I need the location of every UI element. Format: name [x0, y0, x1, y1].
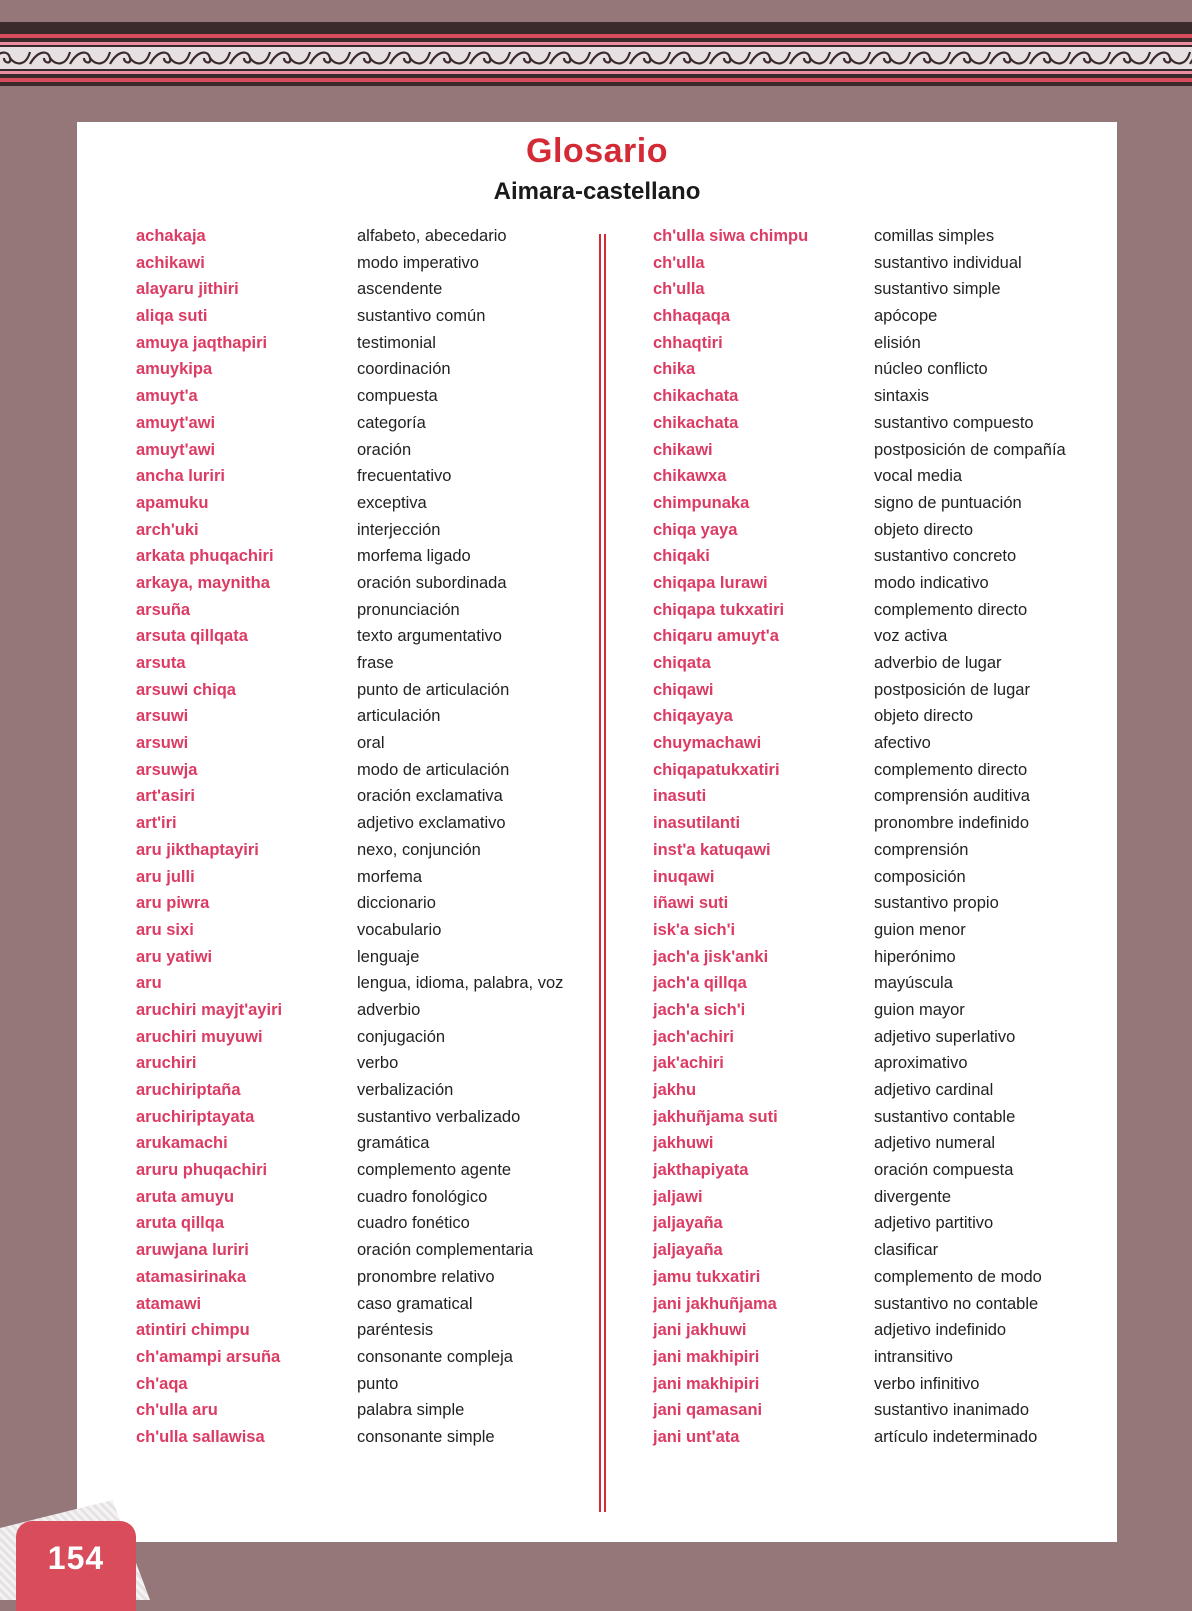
glossary-translation: comprensión auditiva — [874, 787, 1030, 806]
glossary-entry — [136, 546, 606, 566]
glossary-term: atamasirinaka — [136, 1267, 247, 1286]
glossary-entry — [136, 1160, 606, 1180]
glossary-entry — [136, 279, 606, 299]
glossary-term: atintiri chimpu — [136, 1321, 250, 1340]
glossary-translation: aproximativo — [874, 1054, 968, 1073]
glossary-term: chiqapa tukxatiri — [653, 600, 785, 619]
glossary-term: chuymachawi — [653, 734, 762, 753]
glossary-translation: ascendente — [357, 280, 443, 299]
glossary-entry — [136, 226, 606, 246]
glossary-term: art'asiri — [136, 787, 195, 806]
glossary-term: chimpunaka — [653, 493, 750, 512]
glossary-term: ch'ulla — [653, 280, 705, 299]
glossary-term: aruta qillqa — [136, 1214, 225, 1233]
glossary-term: jak'achiri — [653, 1054, 724, 1073]
glossary-term: ch'aqa — [136, 1374, 188, 1393]
glossary-term: amuyt'awi — [136, 440, 216, 459]
glossary-term: aru sixi — [136, 920, 194, 939]
glossary-translation: exceptiva — [357, 493, 427, 512]
glossary-entry — [136, 1080, 606, 1100]
glossary-term: jakhuñjama suti — [653, 1107, 778, 1126]
glossary-entry — [136, 1000, 606, 1020]
glossary-translation: complemento directo — [874, 760, 1028, 779]
glossary-entry — [136, 1107, 606, 1127]
glossary-entry — [653, 413, 1123, 433]
glossary-translation: verbo — [357, 1054, 399, 1073]
glossary-term: jani qamasani — [653, 1401, 763, 1420]
glossary-entry — [653, 306, 1123, 326]
glossary-translation: adjetivo partitivo — [874, 1214, 994, 1233]
glossary-term: jach'a jisk'anki — [653, 947, 769, 966]
glossary-term: inst'a katuqawi — [653, 840, 771, 859]
glossary-term: jakthapiyata — [653, 1161, 749, 1180]
glossary-entry — [653, 947, 1123, 967]
glossary-term: chiqayaya — [653, 707, 733, 726]
glossary-term: amuykipa — [136, 360, 213, 379]
glossary-term: isk'a sich'i — [653, 920, 736, 939]
glossary-entry — [136, 653, 606, 673]
glossary-entry — [653, 226, 1123, 246]
glossary-entry — [136, 440, 606, 460]
glossary-entry — [136, 1427, 606, 1447]
glossary-entry — [653, 386, 1123, 406]
glossary-entry — [136, 893, 606, 913]
glossary-translation: vocabulario — [357, 920, 442, 939]
glossary-term: chiqaru amuyt'a — [653, 627, 779, 646]
glossary-entry — [136, 786, 606, 806]
glossary-entry — [136, 466, 606, 486]
glossary-translation: punto de articulación — [357, 680, 510, 699]
glossary-entry — [653, 1080, 1123, 1100]
glossary-entry — [136, 520, 606, 540]
glossary-entry — [653, 706, 1123, 726]
glossary-translation: sustantivo propio — [874, 894, 999, 913]
glossary-entry — [653, 466, 1123, 486]
glossary-entry — [653, 573, 1123, 593]
glossary-translation: testimonial — [357, 333, 436, 352]
glossary-translation: apócope — [874, 307, 938, 326]
glossary-term: arsuta qillqata — [136, 627, 248, 646]
glossary-translation: modo indicativo — [874, 573, 989, 592]
glossary-entry — [653, 1213, 1123, 1233]
glossary-column-right — [653, 226, 1123, 1454]
glossary-entry — [653, 520, 1123, 540]
glossary-translation: morfema — [357, 867, 423, 886]
decorative-header-band — [0, 30, 1192, 86]
glossary-translation: comillas simples — [874, 227, 995, 245]
glossary-entry — [653, 1133, 1123, 1153]
glossary-translation: complemento agente — [357, 1161, 512, 1180]
glossary-term: aruru phuqachiri — [136, 1161, 268, 1180]
glossary-term: arsuña — [136, 600, 191, 619]
glossary-entry — [136, 1267, 606, 1287]
glossary-term: chiqata — [653, 654, 711, 672]
glossary-term: chiqapa lurawi — [653, 573, 768, 592]
glossary-entry — [653, 1240, 1123, 1260]
glossary-term: jakhuwi — [653, 1134, 714, 1153]
glossary-term: aliqa suti — [136, 307, 208, 326]
glossary-translation: interjección — [357, 520, 441, 539]
glossary-translation: voz activa — [874, 627, 948, 646]
glossary-entry — [136, 706, 606, 726]
glossary-term: jakhu — [653, 1081, 697, 1099]
glossary-translation: oración subordinada — [357, 573, 507, 592]
glossary-term: aruchiri — [136, 1054, 197, 1073]
glossary-entry — [653, 786, 1123, 806]
glossary-entry — [136, 1400, 606, 1420]
glossary-term: achakaja — [136, 227, 206, 245]
glossary-translation: núcleo conflicto — [874, 360, 988, 379]
glossary-translation: vocal media — [874, 467, 963, 486]
glossary-term: chika — [653, 360, 696, 379]
glossary-term: aru — [136, 974, 162, 993]
page-title: Glosario — [526, 132, 668, 170]
glossary-term: jach'achiri — [653, 1027, 734, 1046]
glossary-term: arch'uki — [136, 520, 199, 539]
glossary-translation: pronombre indefinido — [874, 814, 1030, 833]
glossary-entry — [653, 1427, 1123, 1447]
glossary-entry — [136, 733, 606, 753]
glossary-entry — [136, 973, 606, 993]
glossary-term: chikawxa — [653, 467, 727, 486]
glossary-entry — [653, 973, 1123, 993]
glossary-entry — [653, 333, 1123, 353]
glossary-term: jach'a qillqa — [653, 974, 747, 993]
glossary-sheet — [77, 122, 1117, 1542]
glossary-translation: compuesta — [357, 387, 438, 406]
glossary-entry — [653, 600, 1123, 620]
glossary-translation: objeto directo — [874, 520, 974, 539]
glossary-term: ch'amampi arsuña — [136, 1347, 281, 1366]
glossary-translation: postposición de compañía — [874, 440, 1066, 459]
glossary-entry — [653, 1160, 1123, 1180]
glossary-term: ch'ulla — [653, 253, 705, 272]
page-number: 154 — [47, 1540, 105, 1576]
glossary-translation: gramática — [357, 1134, 430, 1153]
glossary-term: chikawi — [653, 440, 713, 459]
glossary-translation: clasificar — [874, 1241, 939, 1260]
glossary-translation: comprensión — [874, 840, 969, 859]
glossary-term: aruchiriptayata — [136, 1107, 255, 1126]
glossary-term: arsuwja — [136, 760, 198, 779]
glossary-entry — [136, 1347, 606, 1367]
glossary-term: alayaru jithiri — [136, 280, 239, 299]
glossary-translation: objeto directo — [874, 707, 974, 726]
glossary-term: arsuwi — [136, 707, 189, 726]
glossary-entry — [136, 1213, 606, 1233]
glossary-translation: sintaxis — [874, 387, 930, 406]
header-band-edge — [0, 22, 1192, 30]
glossary-term: amuya jaqthapiri — [136, 333, 268, 352]
glossary-translation: nexo, conjunción — [357, 840, 481, 859]
glossary-term: inasuti — [653, 787, 707, 806]
glossary-column-left — [136, 226, 606, 1454]
glossary-entry — [136, 626, 606, 646]
glossary-translation: postposición de lugar — [874, 680, 1030, 699]
glossary-translation: verbo infinitivo — [874, 1374, 980, 1393]
glossary-translation: punto — [357, 1374, 399, 1393]
glossary-entry — [136, 760, 606, 780]
glossary-entry — [136, 600, 606, 620]
glossary-term: aruchiriptaña — [136, 1081, 241, 1099]
glossary-entry — [653, 1000, 1123, 1020]
glossary-entry — [653, 867, 1123, 887]
glossary-translation: adjetivo cardinal — [874, 1081, 994, 1099]
glossary-translation: oración exclamativa — [357, 787, 503, 806]
glossary-entry — [653, 1347, 1123, 1367]
glossary-translation: morfema ligado — [357, 547, 471, 566]
glossary-entry — [136, 493, 606, 513]
glossary-translation: guion menor — [874, 920, 966, 939]
glossary-translation: modo imperativo — [357, 253, 479, 272]
glossary-entry — [136, 333, 606, 353]
glossary-term: aru jikthaptayiri — [136, 840, 259, 859]
glossary-translation: sustantivo contable — [874, 1107, 1016, 1126]
glossary-entry — [653, 733, 1123, 753]
glossary-term: jaljayaña — [653, 1241, 723, 1260]
glossary-term: amuyt'awi — [136, 413, 216, 432]
glossary-translation: sustantivo individual — [874, 253, 1022, 272]
glossary-translation: oración compuesta — [874, 1161, 1014, 1180]
glossary-translation: adverbio — [357, 1000, 421, 1019]
glossary-translation: oración complementaria — [357, 1241, 534, 1260]
glossary-translation: pronunciación — [357, 600, 460, 619]
glossary-translation: complemento de modo — [874, 1267, 1042, 1286]
glossary-translation: paréntesis — [357, 1321, 434, 1340]
glossary-term: chiqawi — [653, 680, 714, 699]
glossary-term: jani jakhuwi — [653, 1321, 747, 1340]
glossary-translation: palabra simple — [357, 1401, 465, 1420]
glossary-term: arsuta — [136, 654, 186, 672]
glossary-entry — [653, 1374, 1123, 1394]
glossary-translation: signo de puntuación — [874, 493, 1022, 512]
glossary-term: chiqa yaya — [653, 520, 738, 539]
glossary-entry — [136, 680, 606, 700]
glossary-translation: adjetivo exclamativo — [357, 814, 506, 833]
glossary-translation: complemento directo — [874, 600, 1028, 619]
glossary-entry — [653, 1027, 1123, 1047]
glossary-term: chikachata — [653, 413, 739, 432]
glossary-term: jaljayaña — [653, 1214, 723, 1233]
glossary-translation: diccionario — [357, 894, 436, 913]
glossary-translation: sustantivo no contable — [874, 1294, 1039, 1313]
page-subtitle: Aimara-castellano — [493, 178, 701, 205]
glossary-entry — [136, 813, 606, 833]
glossary-entry — [653, 359, 1123, 379]
glossary-entry — [136, 1133, 606, 1153]
glossary-entry — [136, 306, 606, 326]
column-divider — [599, 234, 601, 1512]
glossary-term: jach'a sich'i — [653, 1000, 746, 1019]
glossary-entry — [136, 1320, 606, 1340]
glossary-translation: consonante simple — [357, 1427, 495, 1446]
glossary-term: iñawi suti — [653, 894, 729, 913]
glossary-translation: guion mayor — [874, 1000, 965, 1019]
glossary-entry — [136, 1294, 606, 1314]
glossary-entry — [653, 546, 1123, 566]
glossary-entry — [653, 653, 1123, 673]
glossary-entry — [136, 359, 606, 379]
glossary-entry — [136, 867, 606, 887]
glossary-translation: composición — [874, 867, 966, 886]
glossary-term: jani jakhuñjama — [653, 1294, 777, 1313]
glossary-translation: sustantivo común — [357, 307, 486, 326]
glossary-entry — [136, 1027, 606, 1047]
glossary-term: chhaqaqa — [653, 307, 731, 326]
glossary-term: inuqawi — [653, 867, 715, 886]
glossary-translation: sustantivo simple — [874, 280, 1001, 299]
glossary-term: ch'ulla aru — [136, 1401, 218, 1420]
glossary-entry — [136, 253, 606, 273]
glossary-translation: hiperónimo — [874, 947, 956, 966]
glossary-translation: elisión — [874, 333, 921, 352]
glossary-term: ch'ulla siwa chimpu — [653, 227, 809, 245]
glossary-translation: adjetivo numeral — [874, 1134, 996, 1153]
glossary-translation: texto argumentativo — [357, 627, 502, 646]
glossary-term: atamawi — [136, 1294, 202, 1313]
glossary-translation: adverbio de lugar — [874, 654, 1002, 672]
glossary-entry — [136, 947, 606, 967]
glossary-term: aru yatiwi — [136, 947, 213, 966]
glossary-entry — [653, 1294, 1123, 1314]
glossary-translation: adjetivo superlativo — [874, 1027, 1016, 1046]
glossary-translation: sustantivo inanimado — [874, 1401, 1030, 1420]
glossary-term: jani makhipiri — [653, 1374, 760, 1393]
glossary-translation: modo de articulación — [357, 760, 510, 779]
glossary-entry — [136, 413, 606, 433]
glossary-term: arkaya, maynitha — [136, 573, 270, 592]
glossary-term: chiqapatukxatiri — [653, 760, 780, 779]
glossary-term: aruchiri muyuwi — [136, 1027, 263, 1046]
glossary-entry — [136, 920, 606, 940]
glossary-translation: alfabeto, abecedario — [357, 227, 507, 245]
glossary-translation: oral — [357, 734, 385, 753]
glossary-entry — [653, 680, 1123, 700]
glossary-term: chikachata — [653, 387, 739, 406]
glossary-term: aruchiri mayjt'ayiri — [136, 1000, 283, 1019]
glossary-translation: pronombre relativo — [357, 1267, 495, 1286]
glossary-term: achikawi — [136, 253, 205, 272]
glossary-term: inasutilanti — [653, 814, 741, 833]
column-divider — [604, 234, 606, 1512]
glossary-entry — [653, 893, 1123, 913]
glossary-entry — [653, 1107, 1123, 1127]
glossary-entry — [653, 1267, 1123, 1287]
glossary-entry — [653, 253, 1123, 273]
glossary-translation: lengua, idioma, palabra, voz — [357, 974, 564, 993]
glossary-translation: articulación — [357, 707, 441, 726]
glossary-term: aruwjana luriri — [136, 1241, 249, 1260]
glossary-entry — [653, 493, 1123, 513]
glossary-translation: frecuentativo — [357, 467, 452, 486]
glossary-term: ancha luriri — [136, 467, 225, 486]
glossary-term: arsuwi — [136, 734, 189, 753]
glossary-term: jamu tukxatiri — [653, 1267, 761, 1286]
glossary-translation: divergente — [874, 1187, 952, 1206]
glossary-translation: mayúscula — [874, 974, 953, 993]
glossary-term: amuyt'a — [136, 387, 198, 406]
glossary-translation: cuadro fonético — [357, 1214, 470, 1233]
glossary-translation: cuadro fonológico — [357, 1187, 488, 1206]
glossary-entry — [653, 760, 1123, 780]
glossary-entry — [653, 813, 1123, 833]
glossary-entry — [653, 440, 1123, 460]
glossary-entry — [136, 1053, 606, 1073]
glossary-term: apamuku — [136, 493, 209, 512]
glossary-entry — [653, 1187, 1123, 1207]
glossary-entry — [653, 920, 1123, 940]
glossary-entry — [136, 573, 606, 593]
glossary-term: arsuwi chiqa — [136, 680, 236, 699]
glossary-entry — [653, 1053, 1123, 1073]
glossary-translation: verbalización — [357, 1081, 454, 1099]
glossary-translation: oración — [357, 440, 412, 459]
glossary-term: chiqaki — [653, 547, 710, 566]
glossary-term: chhaqtiri — [653, 333, 723, 352]
glossary-entry — [136, 386, 606, 406]
glossary-entry — [653, 1320, 1123, 1340]
glossary-entry — [653, 840, 1123, 860]
glossary-translation: sustantivo compuesto — [874, 413, 1034, 432]
glossary-term: ch'ulla sallawisa — [136, 1427, 265, 1446]
glossary-translation: consonante compleja — [357, 1347, 513, 1366]
glossary-term: aru julli — [136, 867, 195, 886]
glossary-entry — [136, 1187, 606, 1207]
glossary-entry — [653, 626, 1123, 646]
glossary-translation: artículo indeterminado — [874, 1427, 1038, 1446]
glossary-translation: categoría — [357, 413, 426, 432]
glossary-term: aru piwra — [136, 894, 210, 913]
glossary-entry — [136, 1374, 606, 1394]
glossary-translation: lenguaje — [357, 947, 420, 966]
glossary-term: arkata phuqachiri — [136, 547, 274, 566]
glossary-translation: adjetivo indefinido — [874, 1321, 1007, 1340]
glossary-translation: afectivo — [874, 734, 931, 753]
glossary-term: art'iri — [136, 814, 177, 833]
glossary-term: aruta amuyu — [136, 1187, 235, 1206]
glossary-entry — [136, 840, 606, 860]
glossary-translation: sustantivo concreto — [874, 547, 1017, 566]
glossary-entry — [653, 1400, 1123, 1420]
glossary-term: arukamachi — [136, 1134, 228, 1153]
glossary-entry — [136, 1240, 606, 1260]
glossary-translation: sustantivo verbalizado — [357, 1107, 521, 1126]
glossary-entry — [653, 279, 1123, 299]
glossary-translation: coordinación — [357, 360, 451, 379]
glossary-term: jani makhipiri — [653, 1347, 760, 1366]
glossary-translation: conjugación — [357, 1027, 446, 1046]
glossary-translation: caso gramatical — [357, 1294, 473, 1313]
glossary-translation: intransitivo — [874, 1347, 953, 1366]
glossary-term: jaljawi — [653, 1187, 703, 1206]
glossary-term: jani unt'ata — [653, 1427, 740, 1446]
glossary-translation: frase — [357, 654, 394, 672]
